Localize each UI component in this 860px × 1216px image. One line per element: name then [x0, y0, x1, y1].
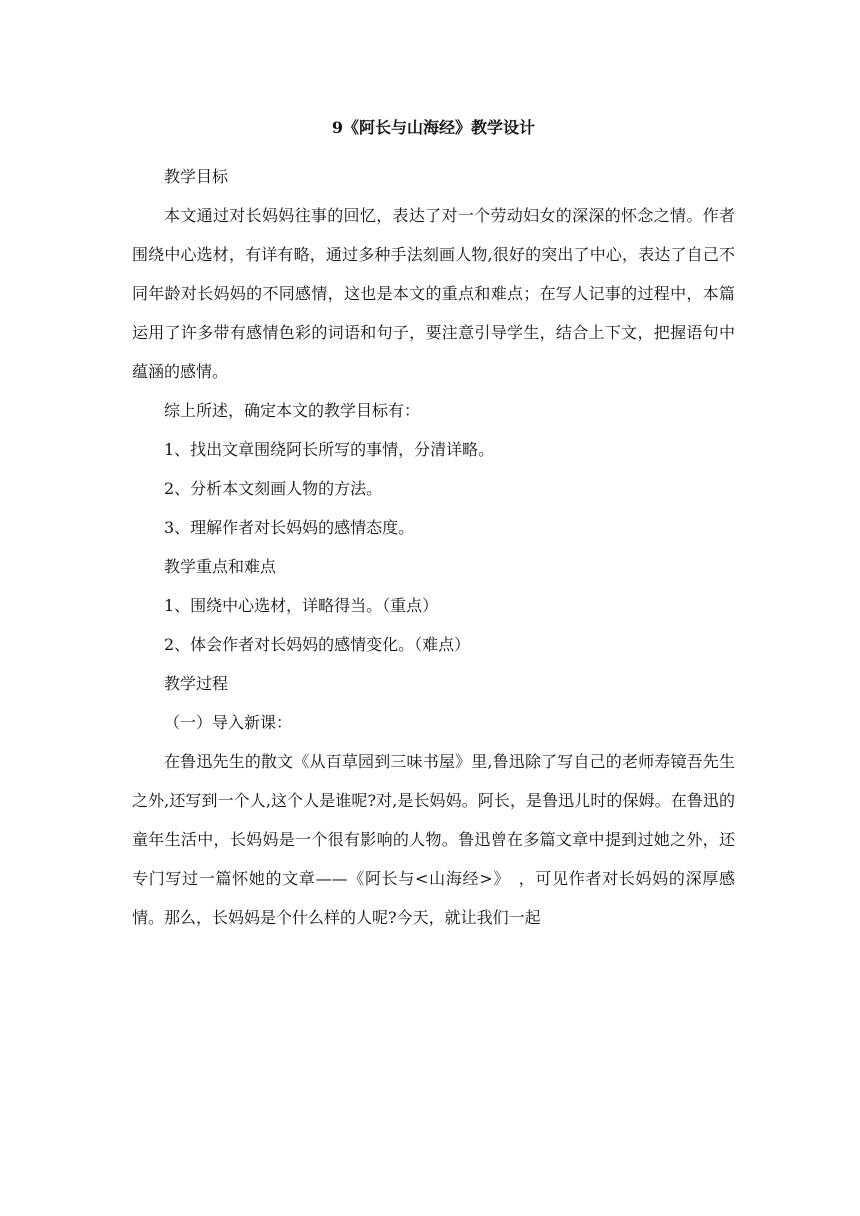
objective-item-3: 3、理解作者对长妈妈的感情态度。 [164, 518, 415, 537]
paragraph-summary: 综上所述，确定本文的教学目标有： [164, 401, 421, 420]
section-heading-key-points: 教学重点和难点 [164, 557, 277, 576]
document-title: 9《阿长与山海经》教学设计 [331, 118, 536, 137]
section-heading-process: 教学过程 [164, 674, 229, 693]
paragraph-introduction-text: 在鲁迅先生的散文《从百草园到三味书屋》里,鲁迅除了写自己的老师寿镜吾先生之外,还写到一个人,这个人是谁呢?对,是长妈妈。阿长，是鲁迅儿时的保姆。在鲁迅的童年生活中，长妈妈是一个很有影响的人物。鲁迅曾在多篇文章中提到过她之外，还专门写过一篇怀她的文章——《阿长与<山海经>》 ，可见作者对长妈妈的深厚感情。那么，长妈妈是个什么样的人呢?今天，就让我们一起 [132, 752, 735, 927]
paragraph-intro: 本文通过对长妈妈往事的回忆，表达了对一个劳动妇女的深深的怀念之情。作者围绕中心选材，有详有略，通过多种手法刻画人物,很好的突出了中心，表达了自己不同年龄对长妈妈的不同感情，这也是本文的重点和难点；在写人记事的过程中，本篇运用了许多带有感情色彩的词语和句子，要注意引导学生，结合上下文，把握语句中蕴涵的感情。 [132, 206, 735, 381]
key-point-item-1: 1、围绕中心选材，详略得当。（重点） [164, 596, 439, 615]
subheading-introduction: （一）导入新课： [164, 713, 293, 732]
objective-item-2: 2、分析本文刻画人物的方法。 [164, 479, 383, 498]
objective-item-1: 1、找出文章围绕阿长所写的事情，分清详略。 [164, 440, 495, 459]
document-body [132, 114, 735, 937]
section-heading-objectives: 教学目标 [164, 167, 229, 186]
key-point-item-2: 2、体会作者对长妈妈的感情变化。（难点） [164, 635, 471, 654]
